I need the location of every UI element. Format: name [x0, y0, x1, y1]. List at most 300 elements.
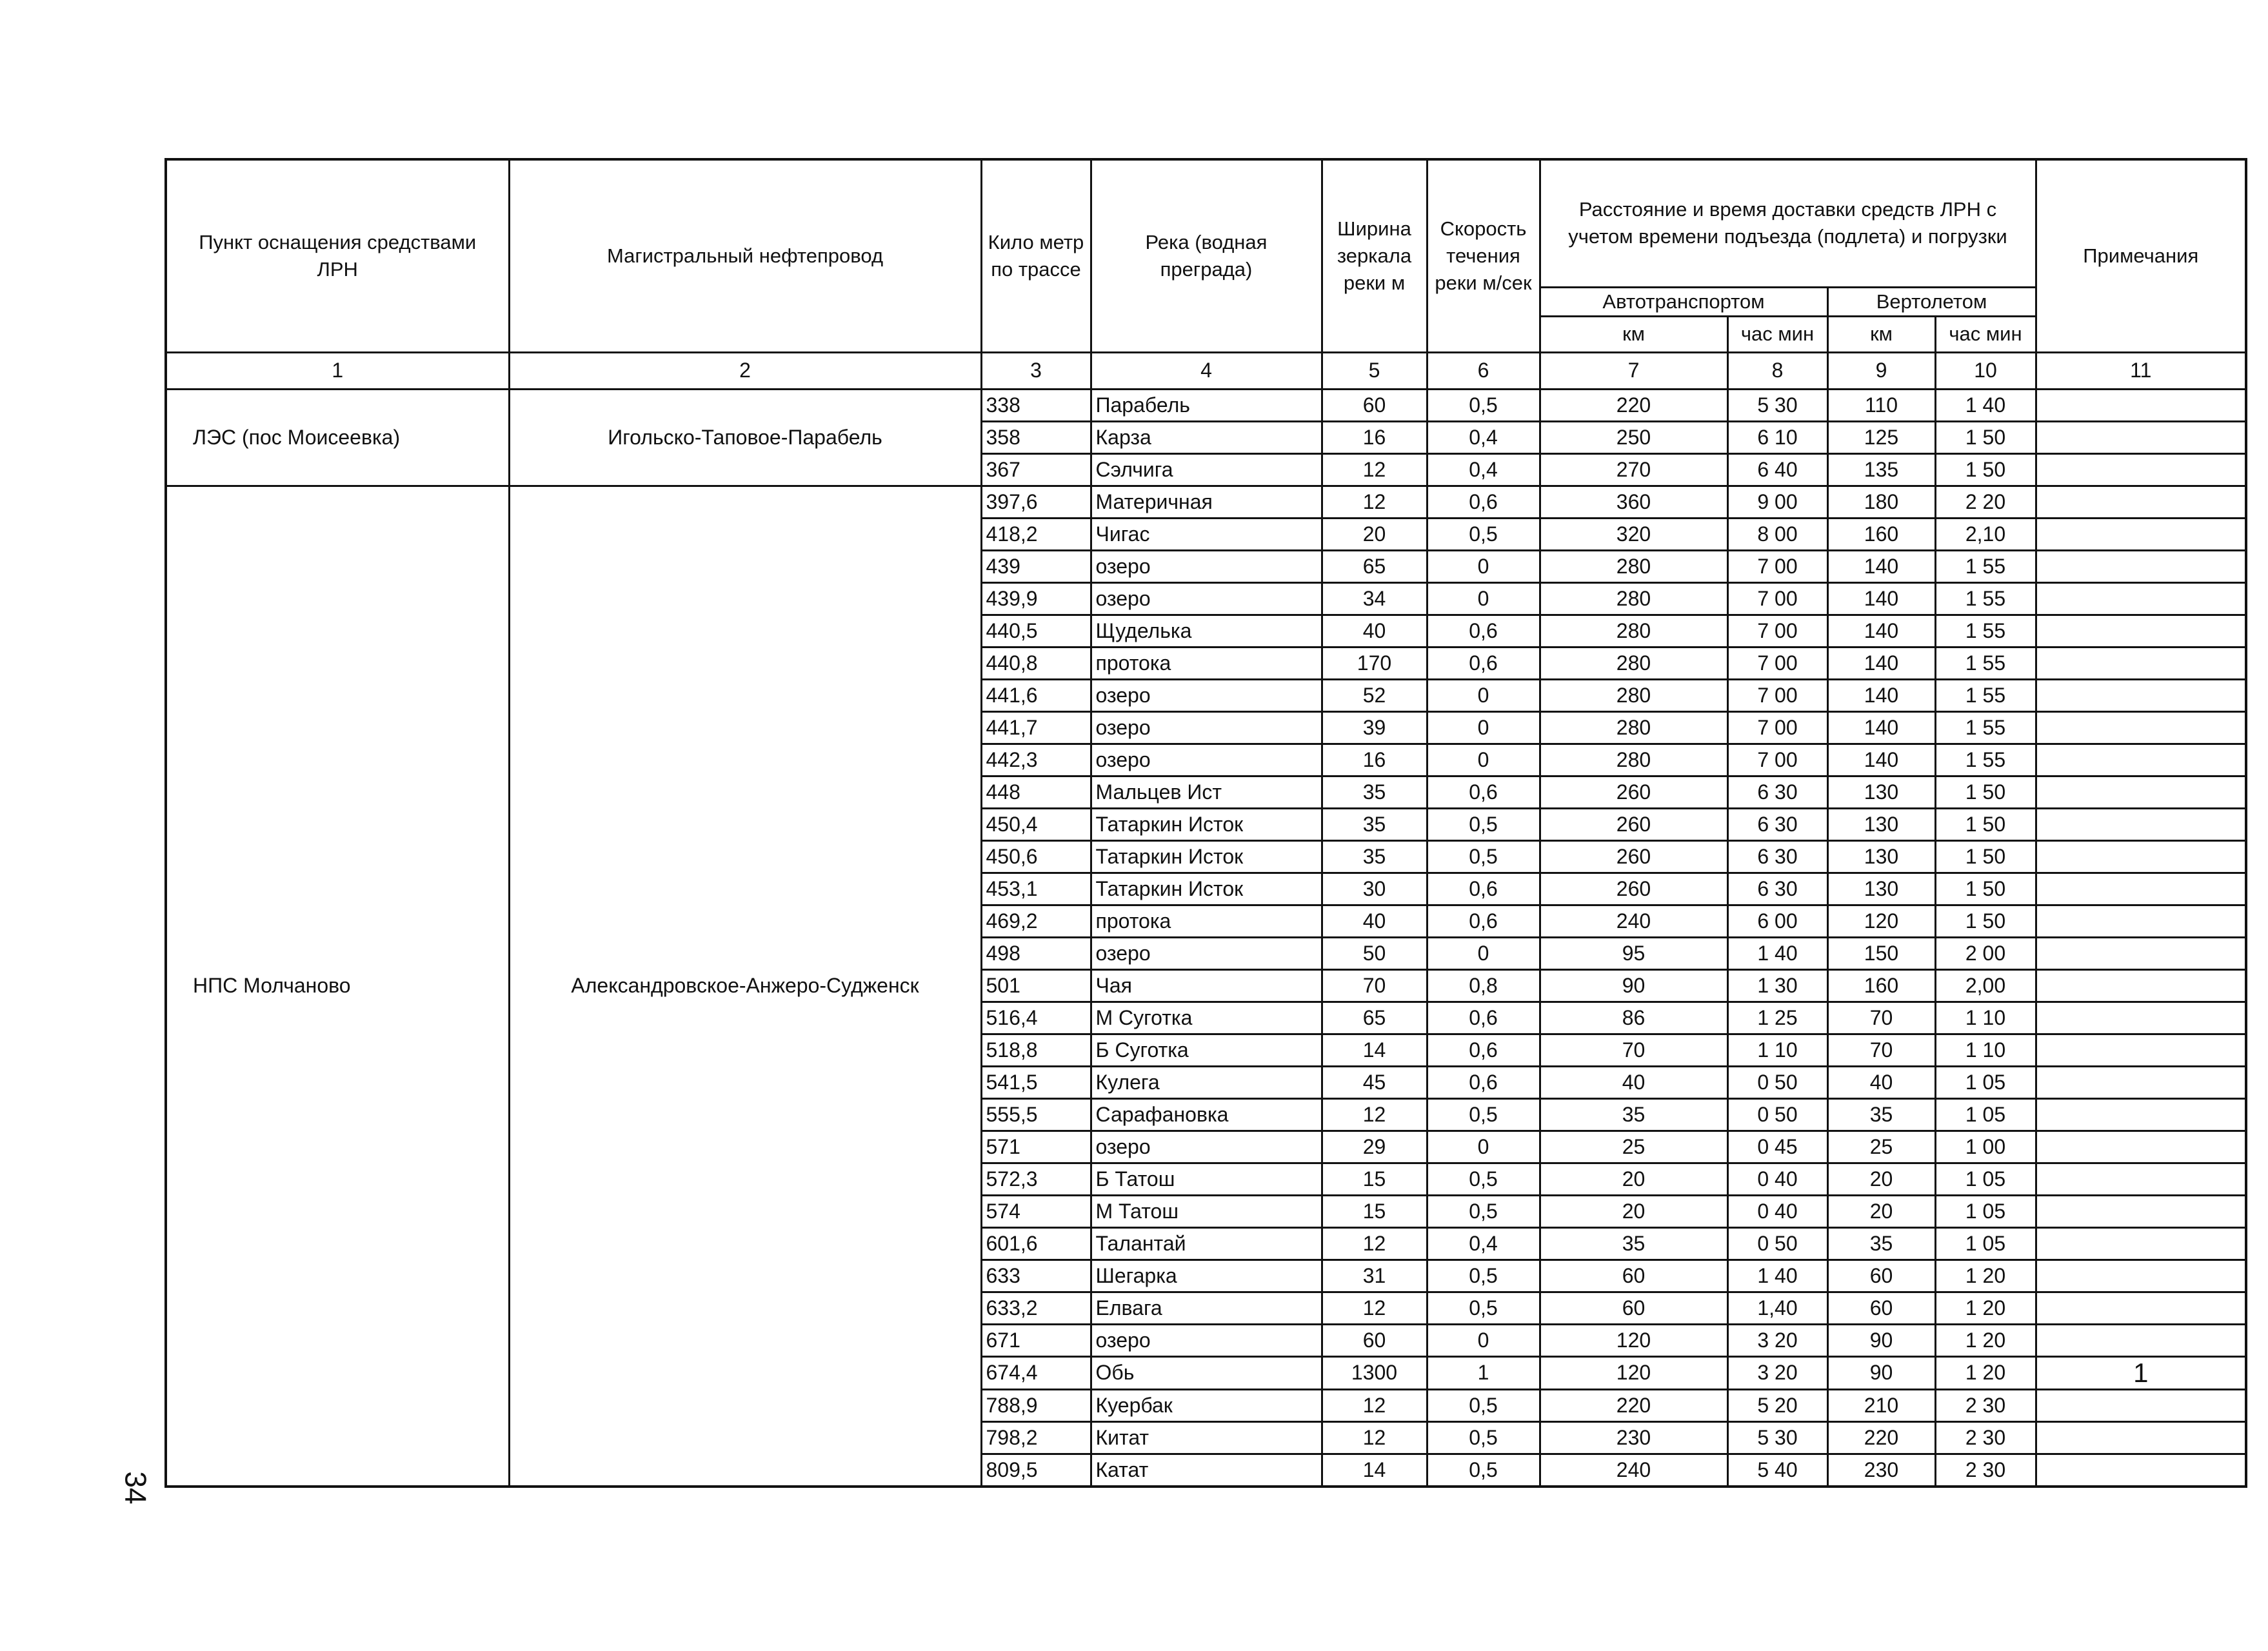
heli-km-cell: 220	[1827, 1421, 1935, 1454]
river-cell: Татаркин Исток	[1091, 840, 1322, 873]
heli-km-cell: 35	[1827, 1098, 1935, 1131]
auto-km-cell: 270	[1540, 453, 1727, 486]
column-number: 9	[1827, 352, 1935, 389]
note-cell	[2036, 711, 2246, 744]
heli-km-cell: 135	[1827, 453, 1935, 486]
note-cell	[2036, 582, 2246, 615]
pipeline-cell: Игольско-Таповое-Парабель	[509, 389, 981, 486]
heli-km-cell: 130	[1827, 808, 1935, 840]
heli-time-cell: 2,10	[1935, 518, 2036, 550]
column-number: 5	[1322, 352, 1427, 389]
auto-time-cell: 1,40	[1727, 1292, 1827, 1324]
speed-cell: 1	[1427, 1356, 1540, 1389]
river-cell: Сэлчига	[1091, 453, 1322, 486]
width-cell: 14	[1322, 1454, 1427, 1487]
heli-km-cell: 40	[1827, 1066, 1935, 1098]
kilometer-cell: 397,6	[981, 486, 1091, 518]
header-notes: Примечания	[2036, 159, 2246, 352]
river-cell: озеро	[1091, 937, 1322, 969]
width-cell: 30	[1322, 873, 1427, 905]
table-row	[166, 389, 2246, 421]
river-cell: Б Татош	[1091, 1163, 1322, 1195]
river-cell: Татаркин Исток	[1091, 808, 1322, 840]
note-cell	[2036, 647, 2246, 679]
heli-km-cell: 140	[1827, 550, 1935, 582]
heli-time-cell: 1 50	[1935, 776, 2036, 808]
width-cell: 12	[1322, 1292, 1427, 1324]
width-cell: 60	[1322, 1324, 1427, 1356]
width-cell: 65	[1322, 550, 1427, 582]
note-cell	[2036, 1034, 2246, 1066]
kilometer-cell: 674,4	[981, 1356, 1091, 1389]
heli-time-cell: 1 55	[1935, 615, 2036, 647]
heli-time-cell: 1 20	[1935, 1260, 2036, 1292]
speed-cell: 0,6	[1427, 1002, 1540, 1034]
heli-time-cell: 1 50	[1935, 905, 2036, 937]
note-cell	[2036, 1389, 2246, 1421]
kilometer-cell: 441,6	[981, 679, 1091, 711]
header-auto: Автотранспортом	[1540, 287, 1827, 316]
kilometer-cell: 453,1	[981, 873, 1091, 905]
heli-time-cell: 1 50	[1935, 453, 2036, 486]
header-width-line: зеркала	[1337, 244, 1412, 267]
auto-km-cell: 220	[1540, 389, 1727, 421]
heli-time-cell: 1 55	[1935, 647, 2036, 679]
river-cell: озеро	[1091, 744, 1322, 776]
heli-time-cell: 1 05	[1935, 1066, 2036, 1098]
header-speed-line: реки м/сек	[1435, 271, 1532, 294]
heli-km-cell: 210	[1827, 1389, 1935, 1421]
auto-km-cell: 70	[1540, 1034, 1727, 1066]
speed-cell: 0,6	[1427, 486, 1540, 518]
column-number: 2	[509, 352, 981, 389]
note-cell	[2036, 1066, 2246, 1098]
auto-time-cell: 1 10	[1727, 1034, 1827, 1066]
page-number: 34	[119, 1471, 153, 1505]
header-heli: Вертолетом	[1827, 287, 2036, 316]
header-kilometer-line: Кило метр	[988, 230, 1084, 253]
auto-km-cell: 360	[1540, 486, 1727, 518]
width-cell: 12	[1322, 453, 1427, 486]
column-number: 10	[1935, 352, 2036, 389]
speed-cell: 0,6	[1427, 873, 1540, 905]
note-cell	[2036, 776, 2246, 808]
column-number: 7	[1540, 352, 1727, 389]
kilometer-cell: 440,8	[981, 647, 1091, 679]
width-cell: 20	[1322, 518, 1427, 550]
heli-time-cell: 1 05	[1935, 1195, 2036, 1227]
river-cell: Кулега	[1091, 1066, 1322, 1098]
header-kilometer	[981, 159, 1091, 352]
kilometer-cell: 671	[981, 1324, 1091, 1356]
speed-cell: 0,6	[1427, 1034, 1540, 1066]
note-cell	[2036, 615, 2246, 647]
heli-km-cell: 110	[1827, 389, 1935, 421]
heli-time-cell: 1 05	[1935, 1227, 2036, 1260]
river-cell: Мальцев Ист	[1091, 776, 1322, 808]
header-point-line: ЛРН	[317, 257, 358, 281]
width-cell: 12	[1322, 486, 1427, 518]
note-cell	[2036, 808, 2246, 840]
kilometer-cell: 439	[981, 550, 1091, 582]
river-cell: озеро	[1091, 582, 1322, 615]
heli-time-cell: 1 20	[1935, 1324, 2036, 1356]
speed-cell: 0	[1427, 744, 1540, 776]
note-cell	[2036, 873, 2246, 905]
width-cell: 1300	[1322, 1356, 1427, 1389]
note-cell	[2036, 1454, 2246, 1487]
auto-km-cell: 280	[1540, 679, 1727, 711]
auto-km-cell: 280	[1540, 550, 1727, 582]
pipeline-cell: Александровское-Анжеро-Судженск	[509, 486, 981, 1487]
heli-time-cell: 1 55	[1935, 711, 2036, 744]
river-cell: озеро	[1091, 1324, 1322, 1356]
auto-km-cell: 220	[1540, 1389, 1727, 1421]
auto-time-cell: 5 20	[1727, 1389, 1827, 1421]
note-cell	[2036, 389, 2246, 421]
heli-km-cell: 35	[1827, 1227, 1935, 1260]
river-cell: Катат	[1091, 1454, 1322, 1487]
note-cell	[2036, 486, 2246, 518]
heli-km-cell: 140	[1827, 647, 1935, 679]
note-cell	[2036, 937, 2246, 969]
heli-time-cell: 2,00	[1935, 969, 2036, 1002]
heli-km-cell: 125	[1827, 421, 1935, 453]
auto-time-cell: 9 00	[1727, 486, 1827, 518]
river-cell: озеро	[1091, 711, 1322, 744]
kilometer-cell: 809,5	[981, 1454, 1091, 1487]
river-cell: протока	[1091, 905, 1322, 937]
heli-time-cell: 1 50	[1935, 421, 2036, 453]
auto-km-cell: 280	[1540, 615, 1727, 647]
kilometer-cell: 601,6	[981, 1227, 1091, 1260]
table-row	[166, 486, 2246, 518]
width-cell: 16	[1322, 421, 1427, 453]
auto-time-cell: 5 30	[1727, 1421, 1827, 1454]
speed-cell: 0,4	[1427, 421, 1540, 453]
auto-time-cell: 6 30	[1727, 808, 1827, 840]
kilometer-cell: 518,8	[981, 1034, 1091, 1066]
note-cell	[2036, 1195, 2246, 1227]
heli-time-cell: 1 55	[1935, 582, 2036, 615]
heli-time-cell: 1 50	[1935, 873, 2036, 905]
width-cell: 12	[1322, 1098, 1427, 1131]
header-river-line: преграда)	[1160, 257, 1253, 281]
note-cell	[2036, 1163, 2246, 1195]
auto-km-cell: 25	[1540, 1131, 1727, 1163]
header-heli-time: час мин	[1935, 316, 2036, 352]
heli-km-cell: 140	[1827, 615, 1935, 647]
river-cell: протока	[1091, 647, 1322, 679]
auto-km-cell: 280	[1540, 582, 1727, 615]
auto-km-cell: 240	[1540, 1454, 1727, 1487]
auto-km-cell: 60	[1540, 1292, 1727, 1324]
auto-time-cell: 3 20	[1727, 1324, 1827, 1356]
river-cell: Материчная	[1091, 486, 1322, 518]
width-cell: 14	[1322, 1034, 1427, 1066]
heli-km-cell: 140	[1827, 711, 1935, 744]
speed-cell: 0,5	[1427, 389, 1540, 421]
width-cell: 50	[1322, 937, 1427, 969]
kilometer-cell: 633	[981, 1260, 1091, 1292]
note-cell	[2036, 679, 2246, 711]
speed-cell: 0,5	[1427, 808, 1540, 840]
heli-km-cell: 90	[1827, 1324, 1935, 1356]
speed-cell: 0,4	[1427, 1227, 1540, 1260]
heli-km-cell: 20	[1827, 1163, 1935, 1195]
heli-km-cell: 140	[1827, 679, 1935, 711]
column-number: 4	[1091, 352, 1322, 389]
width-cell: 40	[1322, 905, 1427, 937]
auto-km-cell: 35	[1540, 1098, 1727, 1131]
width-cell: 16	[1322, 744, 1427, 776]
note-cell	[2036, 550, 2246, 582]
auto-time-cell: 1 25	[1727, 1002, 1827, 1034]
auto-km-cell: 280	[1540, 647, 1727, 679]
note-cell	[2036, 1131, 2246, 1163]
heli-time-cell: 1 40	[1935, 389, 2036, 421]
width-cell: 15	[1322, 1163, 1427, 1195]
auto-km-cell: 120	[1540, 1356, 1727, 1389]
heli-km-cell: 160	[1827, 518, 1935, 550]
width-cell: 12	[1322, 1421, 1427, 1454]
auto-time-cell: 7 00	[1727, 711, 1827, 744]
kilometer-cell: 572,3	[981, 1163, 1091, 1195]
heli-time-cell: 1 20	[1935, 1356, 2036, 1389]
auto-km-cell: 40	[1540, 1066, 1727, 1098]
auto-km-cell: 320	[1540, 518, 1727, 550]
river-cell: озеро	[1091, 550, 1322, 582]
auto-time-cell: 7 00	[1727, 744, 1827, 776]
heli-time-cell: 2 00	[1935, 937, 2036, 969]
auto-km-cell: 240	[1540, 905, 1727, 937]
auto-time-cell: 3 20	[1727, 1356, 1827, 1389]
header-heli-km: км	[1827, 316, 1935, 352]
heli-time-cell: 1 50	[1935, 808, 2036, 840]
header-river	[1091, 159, 1322, 352]
auto-time-cell: 5 30	[1727, 389, 1827, 421]
kilometer-cell: 358	[981, 421, 1091, 453]
column-number: 6	[1427, 352, 1540, 389]
auto-time-cell: 1 40	[1727, 1260, 1827, 1292]
heli-km-cell: 140	[1827, 744, 1935, 776]
river-cell: М Суготка	[1091, 1002, 1322, 1034]
heli-time-cell: 2 30	[1935, 1421, 2036, 1454]
auto-km-cell: 250	[1540, 421, 1727, 453]
river-cell: озеро	[1091, 1131, 1322, 1163]
width-cell: 29	[1322, 1131, 1427, 1163]
speed-cell: 0,5	[1427, 1260, 1540, 1292]
auto-time-cell: 1 40	[1727, 937, 1827, 969]
column-number: 3	[981, 352, 1091, 389]
kilometer-cell: 439,9	[981, 582, 1091, 615]
heli-km-cell: 25	[1827, 1131, 1935, 1163]
header-width-line: Ширина	[1337, 217, 1411, 240]
note-cell	[2036, 1098, 2246, 1131]
speed-cell: 0,6	[1427, 615, 1540, 647]
heli-km-cell: 130	[1827, 776, 1935, 808]
speed-cell: 0,6	[1427, 905, 1540, 937]
heli-km-cell: 230	[1827, 1454, 1935, 1487]
speed-cell: 0,5	[1427, 840, 1540, 873]
kilometer-cell: 498	[981, 937, 1091, 969]
kilometer-cell: 633,2	[981, 1292, 1091, 1324]
width-cell: 170	[1322, 647, 1427, 679]
header-delivery-line: учетом времени подъезда (подлета) и погрузки	[1568, 225, 2007, 248]
heli-time-cell: 1 50	[1935, 840, 2036, 873]
kilometer-cell: 367	[981, 453, 1091, 486]
kilometer-cell: 441,7	[981, 711, 1091, 744]
width-cell: 35	[1322, 776, 1427, 808]
river-cell: Карза	[1091, 421, 1322, 453]
table-body	[166, 389, 2246, 1487]
auto-time-cell: 7 00	[1727, 679, 1827, 711]
width-cell: 45	[1322, 1066, 1427, 1098]
note-cell	[2036, 1260, 2246, 1292]
header-width-line: реки м	[1343, 271, 1406, 294]
speed-cell: 0,5	[1427, 1454, 1540, 1487]
speed-cell: 0,6	[1427, 647, 1540, 679]
auto-time-cell: 6 30	[1727, 840, 1827, 873]
column-number: 11	[2036, 352, 2246, 389]
note-cell	[2036, 905, 2246, 937]
heli-km-cell: 60	[1827, 1292, 1935, 1324]
header-kilometer-line: по трассе	[991, 257, 1081, 281]
kilometer-cell: 450,4	[981, 808, 1091, 840]
header-speed	[1427, 159, 1540, 352]
speed-cell: 0	[1427, 1131, 1540, 1163]
heli-time-cell: 1 55	[1935, 744, 2036, 776]
header-speed-line: течения	[1446, 244, 1520, 267]
heli-time-cell: 1 10	[1935, 1034, 2036, 1066]
heli-time-cell: 1 55	[1935, 550, 2036, 582]
heli-km-cell: 130	[1827, 873, 1935, 905]
river-cell: Парабель	[1091, 389, 1322, 421]
auto-km-cell: 260	[1540, 808, 1727, 840]
auto-time-cell: 7 00	[1727, 550, 1827, 582]
auto-time-cell: 8 00	[1727, 518, 1827, 550]
auto-km-cell: 260	[1540, 840, 1727, 873]
auto-time-cell: 6 10	[1727, 421, 1827, 453]
auto-time-cell: 6 00	[1727, 905, 1827, 937]
kilometer-cell: 442,3	[981, 744, 1091, 776]
speed-cell: 0	[1427, 550, 1540, 582]
speed-cell: 0	[1427, 1324, 1540, 1356]
heli-km-cell: 20	[1827, 1195, 1935, 1227]
auto-time-cell: 7 00	[1727, 582, 1827, 615]
auto-time-cell: 0 50	[1727, 1098, 1827, 1131]
speed-cell: 0,5	[1427, 1292, 1540, 1324]
speed-cell: 0,8	[1427, 969, 1540, 1002]
river-cell: Обь	[1091, 1356, 1322, 1389]
column-number: 8	[1727, 352, 1827, 389]
heli-km-cell: 60	[1827, 1260, 1935, 1292]
width-cell: 35	[1322, 808, 1427, 840]
auto-time-cell: 0 40	[1727, 1195, 1827, 1227]
heli-km-cell: 150	[1827, 937, 1935, 969]
auto-time-cell: 6 30	[1727, 873, 1827, 905]
auto-km-cell: 280	[1540, 711, 1727, 744]
auto-time-cell: 1 30	[1727, 969, 1827, 1002]
header-speed-line: Скорость	[1440, 217, 1527, 240]
heli-time-cell: 2 20	[1935, 486, 2036, 518]
width-cell: 15	[1322, 1195, 1427, 1227]
kilometer-cell: 418,2	[981, 518, 1091, 550]
width-cell: 35	[1322, 840, 1427, 873]
speed-cell: 0	[1427, 679, 1540, 711]
kilometer-cell: 574	[981, 1195, 1091, 1227]
auto-km-cell: 60	[1540, 1260, 1727, 1292]
kilometer-cell: 541,5	[981, 1066, 1091, 1098]
heli-time-cell: 2 30	[1935, 1389, 2036, 1421]
note-cell	[2036, 453, 2246, 486]
column-number-row	[166, 352, 2246, 389]
auto-time-cell: 0 40	[1727, 1163, 1827, 1195]
auto-km-cell: 20	[1540, 1195, 1727, 1227]
speed-cell: 0	[1427, 582, 1540, 615]
note-cell	[2036, 744, 2246, 776]
width-cell: 12	[1322, 1227, 1427, 1260]
auto-time-cell: 6 40	[1727, 453, 1827, 486]
river-cell: Куербак	[1091, 1389, 1322, 1421]
point-cell: ЛЭС (пос Моисеевка)	[166, 389, 509, 486]
auto-time-cell: 0 50	[1727, 1227, 1827, 1260]
heli-time-cell: 1 10	[1935, 1002, 2036, 1034]
heli-km-cell: 120	[1827, 905, 1935, 937]
width-cell: 60	[1322, 389, 1427, 421]
auto-km-cell: 230	[1540, 1421, 1727, 1454]
auto-km-cell: 95	[1540, 937, 1727, 969]
column-number: 1	[166, 352, 509, 389]
auto-km-cell: 260	[1540, 776, 1727, 808]
heli-km-cell: 70	[1827, 1002, 1935, 1034]
river-cell: Шегарка	[1091, 1260, 1322, 1292]
river-cell: Б Суготка	[1091, 1034, 1322, 1066]
heli-km-cell: 130	[1827, 840, 1935, 873]
auto-km-cell: 86	[1540, 1002, 1727, 1034]
header-delivery-line: Расстояние и время доставки средств ЛРН с	[1578, 198, 1997, 221]
width-cell: 34	[1322, 582, 1427, 615]
width-cell: 31	[1322, 1260, 1427, 1292]
note-cell	[2036, 1227, 2246, 1260]
river-cell: Талантай	[1091, 1227, 1322, 1260]
header-point-line: Пункт оснащения средствами	[199, 230, 477, 253]
note-cell	[2036, 518, 2246, 550]
kilometer-cell: 469,2	[981, 905, 1091, 937]
kilometer-cell: 440,5	[981, 615, 1091, 647]
auto-time-cell: 0 45	[1727, 1131, 1827, 1163]
width-cell: 39	[1322, 711, 1427, 744]
auto-km-cell: 120	[1540, 1324, 1727, 1356]
auto-time-cell: 6 30	[1727, 776, 1827, 808]
speed-cell: 0,5	[1427, 1389, 1540, 1421]
heli-time-cell: 1 00	[1935, 1131, 2036, 1163]
note-cell	[2036, 969, 2246, 1002]
kilometer-cell: 798,2	[981, 1421, 1091, 1454]
header-river-line: Река (водная	[1145, 230, 1268, 253]
auto-km-cell: 20	[1540, 1163, 1727, 1195]
kilometer-cell: 571	[981, 1131, 1091, 1163]
river-cell: Щуделька	[1091, 615, 1322, 647]
heli-km-cell: 70	[1827, 1034, 1935, 1066]
speed-cell: 0,5	[1427, 1163, 1540, 1195]
speed-cell: 0	[1427, 711, 1540, 744]
kilometer-cell: 448	[981, 776, 1091, 808]
header-auto-time: час мин	[1727, 316, 1827, 352]
heli-time-cell: 2 30	[1935, 1454, 2036, 1487]
river-cell: Сарафановка	[1091, 1098, 1322, 1131]
header-delivery-group	[1540, 159, 2036, 287]
